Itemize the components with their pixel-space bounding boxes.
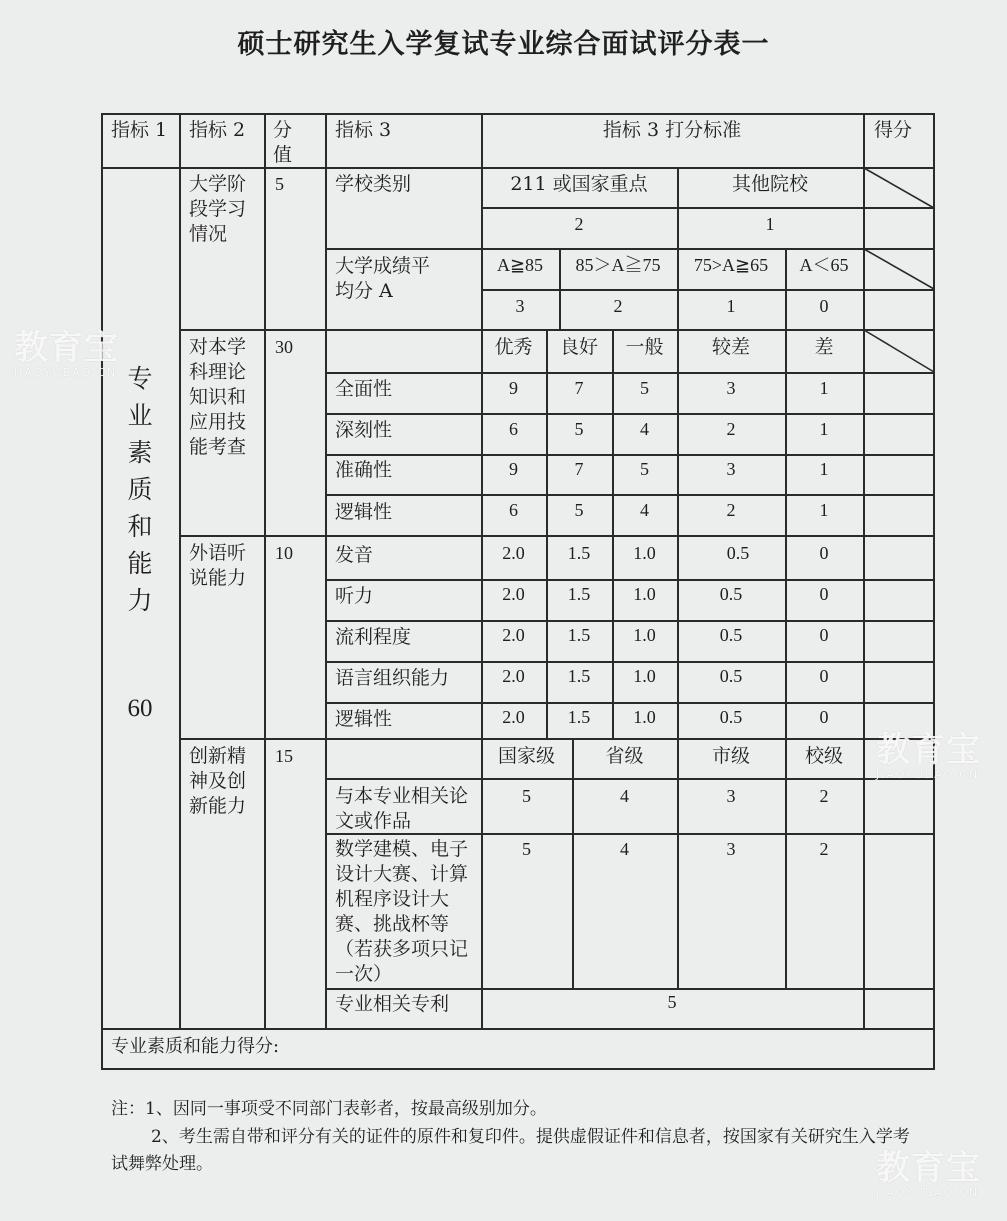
school-type-other-value: 1 [765,214,775,234]
cell: 3 [726,839,736,859]
cell: 2 [726,500,736,520]
section-language-score: 10 [275,543,293,563]
section-innovation-name: 创新精神及创新能力 [189,745,247,817]
cell: 2.0 [502,625,525,645]
level-header: 校级 [804,745,843,767]
school-type-other: 其他院校 [731,173,808,195]
col-rule [264,113,266,1030]
section-theory-score: 30 [275,337,293,357]
cell: 5 [640,378,649,398]
cell: 0 [819,543,829,563]
cell: 0 [819,625,829,645]
header-points: 得分 [874,119,913,141]
cell: 0 [819,666,829,686]
gpa-value: 3 [515,296,525,316]
row-rule [101,1028,935,1030]
header-indicator-3: 指标 3 [335,119,392,141]
cell: 0.5 [719,666,743,686]
cell: 1.5 [567,625,591,645]
cell: 2 [726,419,736,439]
gpa-value: 0 [819,296,829,316]
school-type-label: 学校类别 [335,173,412,195]
gpa-criterion: A＜65 [799,255,849,275]
row-rule [325,248,935,250]
header-indicator-1: 指标 1 [111,119,168,141]
cell: 2 [819,839,829,859]
header-rule [101,167,935,169]
cell: 0 [819,707,829,727]
row-label: 听力 [335,585,374,607]
row-rule [325,579,935,581]
cell: 9 [509,459,518,479]
row-label: 专业相关专利 [335,993,450,1015]
cell: 1.5 [567,543,591,563]
cell: 4 [640,500,649,520]
row-rule [325,661,935,663]
cell: 1.0 [633,543,656,563]
header-score-value: 分值 [273,119,293,166]
gpa-criterion: 85＞A≧75 [575,255,661,275]
cell: 6 [509,500,518,520]
category-score: 60 [127,695,153,722]
cell: 2.0 [502,666,525,686]
row-rule [179,329,935,331]
section-theory-name: 对本学科理论知识和应用技能考查 [189,336,247,458]
school-type-key-value: 2 [574,214,584,234]
section-study-name: 大学阶段学习情况 [189,173,247,245]
cell: 1 [819,500,829,520]
col-rule [572,738,574,990]
level-header: 优秀 [494,336,533,358]
cell: 5 [522,839,531,859]
row-label: 语言组织能力 [335,667,450,689]
school-type-key: 211 或国家重点 [510,173,648,195]
cell: 9 [509,378,518,398]
cell: 1 [819,459,829,479]
cell: 1 [819,419,829,439]
cell: 0.5 [726,543,750,563]
cell: 2.0 [502,584,525,604]
header-indicator-2: 指标 2 [189,119,246,141]
cell: 7 [574,459,584,479]
cell: 7 [574,378,584,398]
cell: 5 [522,786,531,806]
row-label: 准确性 [335,459,393,481]
cell: 5 [574,500,584,520]
cell: 0.5 [719,625,743,645]
row-label: 逻辑性 [335,501,393,523]
row-rule [325,620,935,622]
row-rule [325,454,935,456]
row-label: 与本专业相关论文或作品 [335,785,469,832]
cell: 2 [819,786,829,806]
row-label: 流利程度 [335,626,412,648]
col-rule [481,113,483,1030]
page-title: 硕士研究生入学复试专业综合面试评分表一 [237,29,770,60]
level-header: 市级 [711,745,750,767]
cell: 5 [574,419,584,439]
level-header: 国家级 [497,745,555,767]
row-rule [325,778,935,780]
row-rule [325,494,935,496]
level-header: 一般 [625,336,664,358]
cell: 5 [640,459,649,479]
level-header: 良好 [559,336,598,358]
cell: 4 [640,419,649,439]
gpa-criterion: 75>A≧65 [693,255,769,275]
watermark-logo: 教育宝 JIAOYUBAO.CN [14,328,119,379]
cell: 0 [819,584,829,604]
table-border-left [101,113,103,1070]
section-language-name: 外语听说能力 [189,542,247,589]
cell: 3 [726,378,736,398]
section-innovation-score: 15 [275,746,293,766]
note-1: 注：1、因同一事项受不同部门表彰者，按最高级别加分。 [111,1099,547,1119]
cell: 1.0 [633,666,656,686]
row-label: 逻辑性 [335,708,393,730]
category-label: 专业素质和能力 [127,364,153,615]
cell: 0.5 [719,584,743,604]
cell: 3 [726,786,736,806]
row-rule [325,702,935,704]
gpa-label: 大学成绩平均分 A [335,255,431,302]
cell: 1.5 [567,666,591,686]
level-header: 省级 [605,745,644,767]
section-study-score: 5 [275,174,284,194]
col-rule [179,113,181,1030]
cell: 1.0 [633,584,656,604]
cell: 1.0 [633,625,656,645]
row-label: 深刻性 [335,419,393,441]
col-rule [325,113,327,1030]
row-rule [325,372,935,374]
cell: 4 [620,786,629,806]
row-label: 发音 [335,544,374,566]
row-label: 数学建模、电子设计大赛、计算机程序设计大赛、挑战杯等（若获多项只记一次） [335,838,469,985]
gpa-value: 2 [613,296,623,316]
cell: 0.5 [719,707,743,727]
cell: 1.0 [633,707,656,727]
cell: 1.5 [567,584,591,604]
level-header: 较差 [711,336,750,358]
cell: 6 [509,419,518,439]
cell: 5 [667,992,677,1012]
cell: 1 [819,378,829,398]
col-rule [677,738,679,990]
row-rule [179,738,935,740]
row-label: 全面性 [335,378,393,400]
header-criteria: 指标 3 打分标准 [602,119,742,141]
cell: 3 [726,459,736,479]
row-rule [325,413,935,415]
col-rule [785,738,787,990]
cell: 1.5 [567,707,591,727]
table-border-bottom [101,1068,935,1070]
level-header: 差 [814,336,834,358]
cell: 2.0 [502,707,525,727]
cell: 2.0 [502,543,525,563]
note-2: 2、考生需自带和评分有关的证件的原件和复印件。提供虚假证件和信息者，按国家有关研究生入学考试舞弊处理。 [111,1127,910,1174]
watermark-logo: 教育宝 JIAOYUBAO.CN [876,730,981,781]
diagonal-slash [863,167,935,210]
cell: 4 [620,839,629,859]
total-label: 专业素质和能力得分: [111,1036,280,1057]
watermark-logo: 教育宝 JIAOYUBAO.CN [876,1148,981,1199]
row-rule [179,535,935,537]
gpa-value: 1 [726,296,736,316]
diagonal-slash [863,329,935,374]
diagonal-slash [863,248,935,291]
gpa-criterion: A≧85 [496,255,544,275]
table-border-top [101,113,935,115]
